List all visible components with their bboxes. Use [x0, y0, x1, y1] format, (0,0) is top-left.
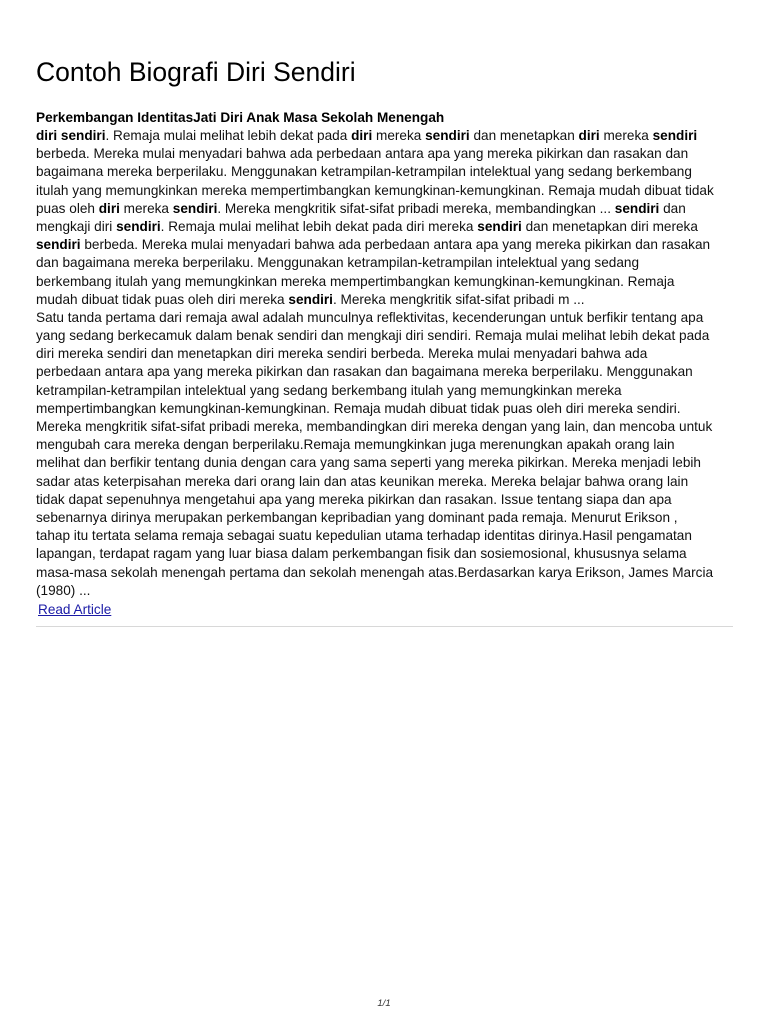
highlight-term: sendiri	[425, 128, 470, 143]
text-segment: bagaimana mereka berperilaku. Menggunakan ketrampilan-ketrampilan intelektual yang sedang berkembang	[36, 164, 692, 180]
highlight-term: sendiri	[288, 291, 333, 307]
text-segment: berbeda. Mereka mulai menyadari bahwa ada perbedaan antara apa yang mereka pikirkan dan rasakan	[80, 237, 711, 253]
snippet-line	[36, 127, 736, 145]
highlight-term: sendiri	[614, 200, 660, 216]
text-segment: . Remaja mulai melihat lebih dekat pada diri mereka	[160, 218, 478, 234]
body-line: sebenarnya dirinya merupakan perkembangan kepribadian yang dominant pada remaja. Menurut Erikson ,	[36, 509, 678, 525]
highlight-term: sendiri	[477, 218, 522, 234]
text-segment: mereka	[119, 200, 173, 216]
body-line: diri mereka sendiri dan menetapkan diri mereka sendiri berbeda. Mereka mulai menyadari bahwa ada	[36, 346, 648, 362]
snippet-line	[36, 273, 736, 291]
snippet-line	[36, 218, 736, 236]
highlight-term: sendiri	[172, 200, 218, 216]
body-line: mengubah cara mereka dengan berperilaku.Remaja memungkinkan juga merenungkan apakah orang lain	[36, 437, 675, 453]
highlight-term: sendiri	[116, 218, 161, 234]
body-line: mempertimbangkan kemungkinan-kemungkinan. Remaja mudah dibuat tidak puas oleh diri mereka sendiri.	[36, 400, 681, 416]
text-segment: berbeda. Mereka mulai menyadari bahwa ada perbedaan antara apa yang mereka pikirkan dan rasakan dan	[36, 146, 689, 162]
text-segment: mereka	[599, 128, 653, 143]
text-segment: . Mereka mengkritik sifat-sifat pribadi mereka, membandingkan ...	[217, 200, 615, 216]
body-line: lapangan, terdapat ragam yang luar biasa dalam perkembangan fisik dan sosiemosional, khususnya selama	[36, 546, 687, 562]
body-line: yang sedang berkecamuk dalam benak sendiri dan mengkaji diri sendiri. Remaja mulai melihat lebih dekat pada	[36, 328, 710, 344]
snippet-line	[36, 236, 736, 254]
body-line: melihat dan berfikir tentang dunia dengan cara yang sama seperti yang mereka pikirkan. Mereka menjadi lebih	[36, 455, 701, 471]
snippet-line	[36, 254, 736, 272]
body-line: tahap itu tertata selama remaja sebagai suatu kepedulian utama terhadap identitas dirinya.Hasil pengamatan	[36, 528, 692, 544]
body-line: perbedaan antara apa yang mereka pikirkan dan rasakan dan bagaimana mereka berperilaku. Menggunakan	[36, 364, 693, 380]
text-segment: dan bagaimana mereka berperilaku. Menggunakan ketrampilan-ketrampilan intelektual yang sedang	[36, 255, 640, 271]
article-heading: Perkembangan IdentitasJati Diri Anak Masa Sekolah Menengah	[36, 110, 445, 125]
snippet-line	[36, 163, 736, 181]
article-snippet	[36, 127, 736, 309]
highlight-term: diri	[578, 128, 600, 143]
article-body	[36, 309, 736, 600]
snippet-line	[36, 182, 736, 200]
page-title: Contoh Biografi Diri Sendiri	[36, 57, 356, 87]
body-line: Satu tanda pertama dari remaja awal adalah munculnya reflektivitas, kecenderungan untuk berfikir tentang apa	[36, 309, 704, 325]
snippet-line	[36, 200, 736, 218]
text-segment: mudah dibuat tidak puas oleh diri mereka	[36, 291, 289, 307]
snippet-line	[36, 145, 736, 163]
highlight-term: sendiri	[36, 237, 81, 253]
article-entry	[36, 109, 736, 619]
text-segment: dan menetapkan diri mereka	[521, 218, 698, 234]
read-article-link[interactable]: Read Article	[38, 601, 112, 617]
snippet-line	[36, 291, 736, 309]
body-line: Mereka mengkritik sifat-sifat pribadi mereka, membandingkan diri mereka dengan yang lain, dan mencoba untuk	[36, 419, 713, 434]
section-divider	[36, 626, 733, 627]
text-segment: mereka	[372, 128, 426, 143]
text-segment: itulah yang memungkinkan mereka mempertimbangkan kemungkinan-kemungkinan. Remaja mudah dibuat tidak	[36, 182, 714, 198]
highlight-term: diri sendiri	[36, 128, 106, 143]
text-segment: dan menetapkan	[469, 128, 579, 143]
text-segment: dan	[659, 200, 686, 216]
body-line: sadar atas keterpisahan mereka dari orang lain dan atas keunikan mereka. Mereka belajar bahwa orang lain	[36, 473, 689, 489]
text-segment: . Mereka mengkritik sifat-sifat pribadi m ...	[332, 291, 585, 307]
body-line: (1980) ...	[36, 582, 91, 598]
highlight-term: diri	[351, 128, 373, 143]
highlight-term: sendiri	[652, 128, 698, 143]
text-segment: berkembang itulah yang memungkinkan mereka mempertimbangkan kemungkinan-kemungkinan. Remaja	[36, 273, 675, 289]
highlight-term: diri	[98, 200, 120, 216]
text-segment: . Remaja mulai melihat lebih dekat pada	[105, 128, 352, 143]
page-number: 1/1	[377, 998, 391, 1009]
text-segment: mengkaji diri	[36, 218, 117, 234]
body-line: masa-masa sekolah menengah pertama dan sekolah menengah atas.Berdasarkan karya Erikson, James Marcia	[36, 564, 714, 580]
body-line: tidak dapat sepenuhnya mengetahui apa yang mereka pikirkan dan rasakan. Issue tentang siapa dan apa	[36, 491, 672, 507]
body-line: ketrampilan-ketrampilan intelektual yang sedang berkembang itulah yang memungkinkan mereka	[36, 382, 622, 398]
text-segment: puas oleh	[36, 200, 99, 216]
